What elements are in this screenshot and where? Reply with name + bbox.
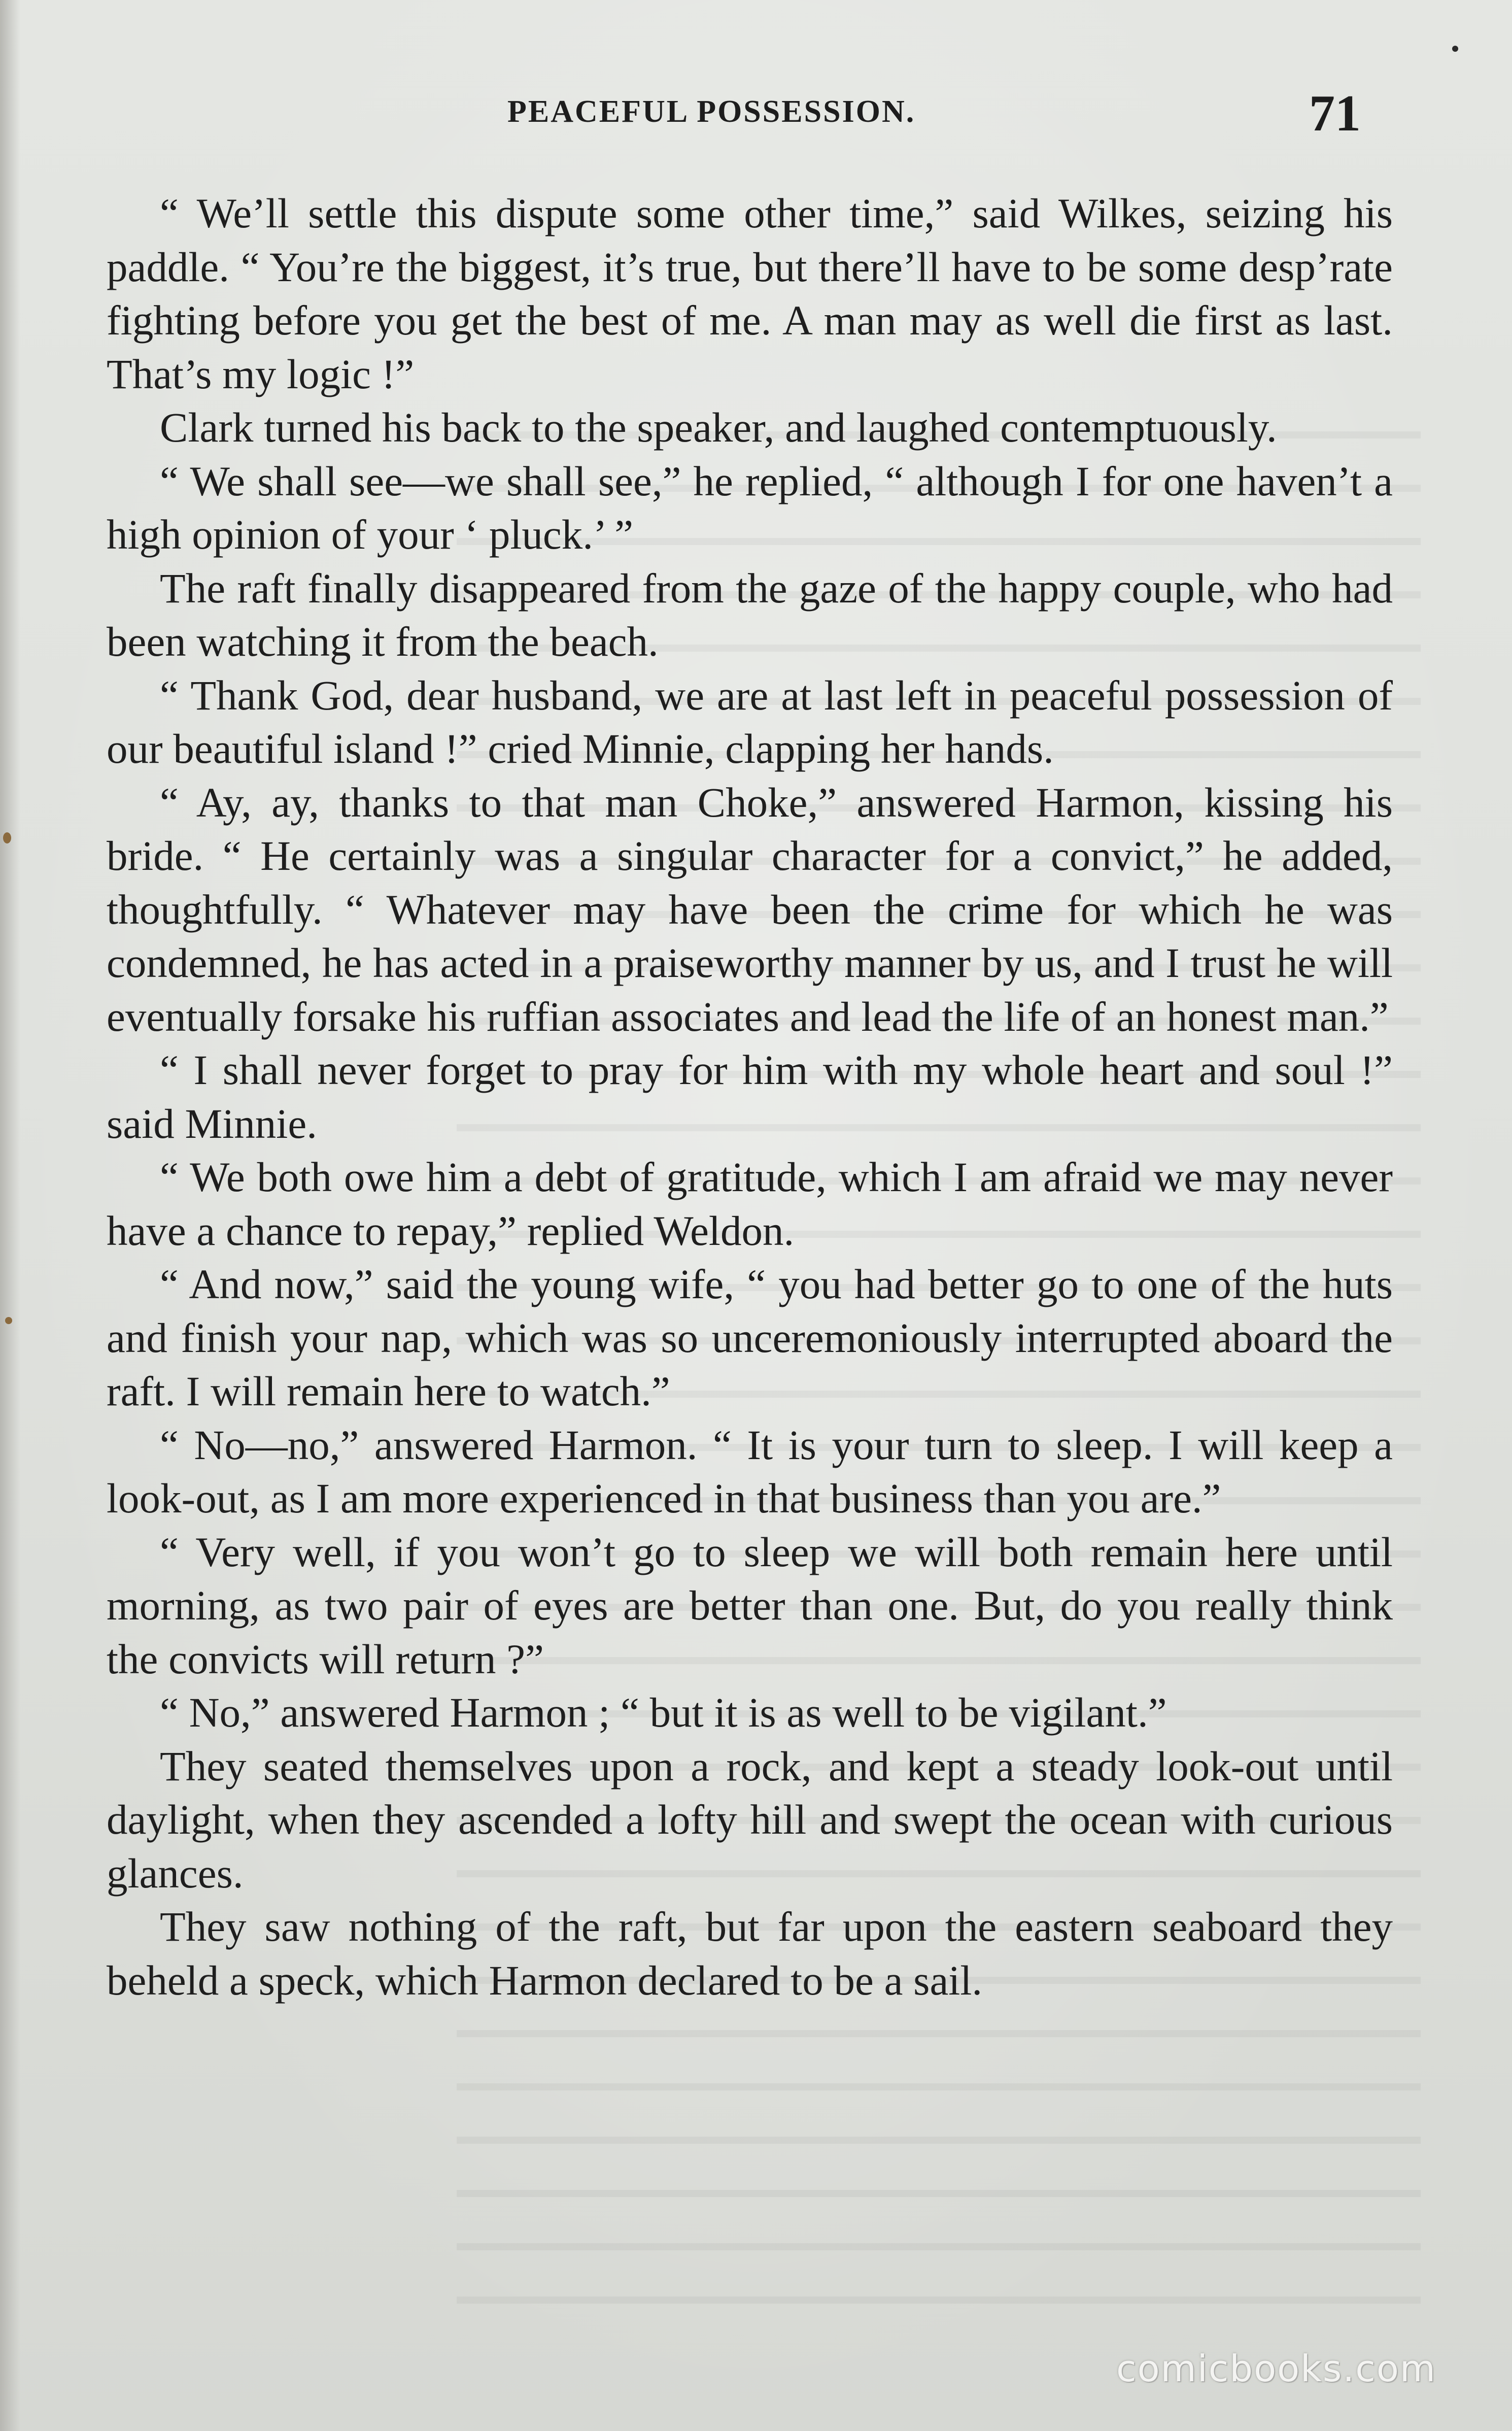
paragraph: They saw nothing of the raft, but far upon the eastern seaboard they beheld a speck, which Harmon declared to be a sail. [107, 1903, 1393, 2004]
paper-speck [1452, 46, 1458, 52]
page-header [0, 84, 1512, 145]
page-number: 71 [1309, 85, 1361, 142]
page-edge-shadow [0, 0, 20, 2431]
paragraph: They seated themselves upon a rock, and kept a steady look-out until daylight, when they ascended a lofty hill and swept the ocean with curious glances. [107, 1742, 1393, 1897]
paragraph: “ No—no,” answered Harmon. “ It is your turn to sleep. I will keep a look-out, as I am more experienced in that business than you are.” [107, 1421, 1393, 1522]
paragraph: “ I shall never forget to pray for him with my whole heart and soul !” said Minnie. [107, 1046, 1393, 1147]
paper-speck [3, 832, 11, 843]
paragraph: The raft finally disappeared from the gaze of the happy couple, who had been watching it from the beach. [107, 564, 1393, 665]
paragraph: “ No,” answered Harmon ; “ but it is as well to be vigilant.” [160, 1689, 1167, 1736]
running-title: PEACEFUL POSSESSION. [507, 94, 916, 129]
paragraph: “ We both owe him a debt of gratitude, which I am afraid we may never have a chance to repay,” replied Weldon. [107, 1154, 1393, 1254]
paragraph: “ And now,” said the young wife, “ you had better go to one of the huts and finish your nap, which was so unceremoniously interrupted aboard the raft. I will remain here to watch.” [107, 1261, 1393, 1414]
watermark: comicbooks.com [1116, 2347, 1437, 2390]
paragraph: “ Thank God, dear husband, we are at last left in peaceful possession of our beautiful island !” cried Minnie, clapping her hands. [107, 671, 1393, 772]
paper-speck [5, 1317, 12, 1324]
paragraph: “ Very well, if you won’t go to sleep we will both remain here until morning, as two pair of eyes are better than one. But, do you really think the convicts will return ?” [107, 1528, 1393, 1682]
body-text [107, 187, 1393, 2007]
paragraph: Clark turned his back to the speaker, and laughed contemptuously. [160, 404, 1277, 451]
paragraph: “ We shall see—we shall see,” he replied, “ although I for one haven’t a high opinion of your ‘ pluck.’ ” [107, 457, 1393, 558]
paragraph: “ Ay, ay, thanks to that man Choke,” answered Harmon, kissing his bride. “ He certainly was a singular character for a convict,” he added, thoughtfully. “ Whatever may have been the crime for which he was condemned, he has acted in a praiseworthy manner by us, and I trust he will eventually forsake his ruffian associates and lead the life of an honest man.” [107, 779, 1393, 1040]
paragraph: “ We’ll settle this dispute some other time,” said Wilkes, seizing his paddle. “ You’re the biggest, it’s true, but there’ll have to be some desp’rate fighting before you get the best of me. A man may as well die first as last. That’s my logic !” [107, 190, 1393, 397]
